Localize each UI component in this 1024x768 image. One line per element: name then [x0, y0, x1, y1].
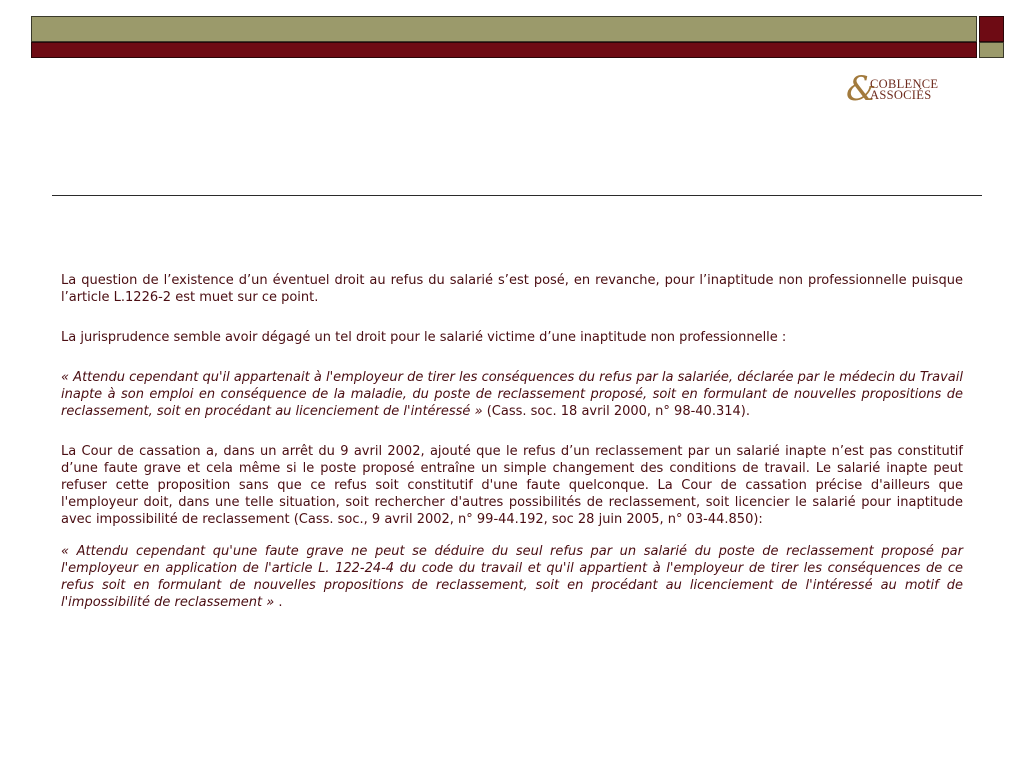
coblence-logo — [846, 69, 970, 109]
header-square-burgundy — [979, 16, 1004, 42]
quote-2002: « Attendu cependant qu'une faute grave ne peut se déduire du seul refus par un salarié du poste de reclassement proposé par l'employeur en application de l'article L. 122-24-4 du code du travail et qu'il appartient à l'employeur de tirer les conséquences de ce refus soit en formulant de nouvelles propositions de reclassement, soit en procédant au licenciement de l'intéressé au motif de l'impossibilité de reclassement » — [61, 544, 963, 610]
logo-text-line1: COBLENCE — [870, 77, 939, 91]
quote-2000: « Attendu cependant qu'il appartenait à l'employeur de tirer les conséquences du refus par la salariée, déclarée par le médecin du Travail inapte à son emploi en conséquence de la maladie, du poste de reclassement proposé, soit en formulant de nouvelles propositions de reclassement, soit en procédant au licenciement de l'intéressé » — [61, 370, 963, 419]
logo-text-line2: ASSOCIÉS — [870, 88, 932, 102]
header-bar-burgundy — [31, 42, 977, 58]
paragraph-jurisprudence: La jurisprudence semble avoir dégagé un tel droit pour le salarié victime d’une inaptitude non professionnelle : — [61, 330, 787, 345]
logo-ampersand: & — [846, 69, 877, 109]
paragraph-quote-2002 — [61, 543, 963, 611]
paragraph-cour-cassation: La Cour de cassation a, dans un arrêt du 9 avril 2002, ajouté que le refus d’un reclassement par un salarié inapte n’est pas constitutif d’une faute grave et cela même si le poste proposé entraîne un simple changement des conditions de travail. Le salarié inapte peut refuser cette proposition sans que ce refus soit constitutif d'une faute quelconque. La Cour de cassation précise d'ailleurs que l'employeur doit, dans une telle situation, soit rechercher d'autres possibilités de reclassement, soit licencier le salarié pour inaptitude avec impossibilité de reclassement (Cass. soc., 9 avril 2002, n° 99-44.192, soc 28 juin 2005, n° 03-44.850): — [61, 444, 963, 527]
citation-2000: (Cass. soc. 18 avril 2000, n° 98-40.314). — [482, 404, 750, 419]
quote-2002-end: . — [274, 595, 283, 610]
header-bar-olive — [31, 16, 977, 42]
slide-body — [61, 272, 963, 611]
paragraph-quote-2000 — [61, 369, 963, 420]
header-square-olive — [979, 42, 1004, 58]
paragraph-intro: La question de l’existence d’un éventuel droit au refus du salarié s’est posé, en revanche, pour l’inaptitude non professionnelle puisque l’article L.1226-2 est muet sur ce point. — [61, 273, 963, 305]
title-divider — [52, 195, 982, 196]
